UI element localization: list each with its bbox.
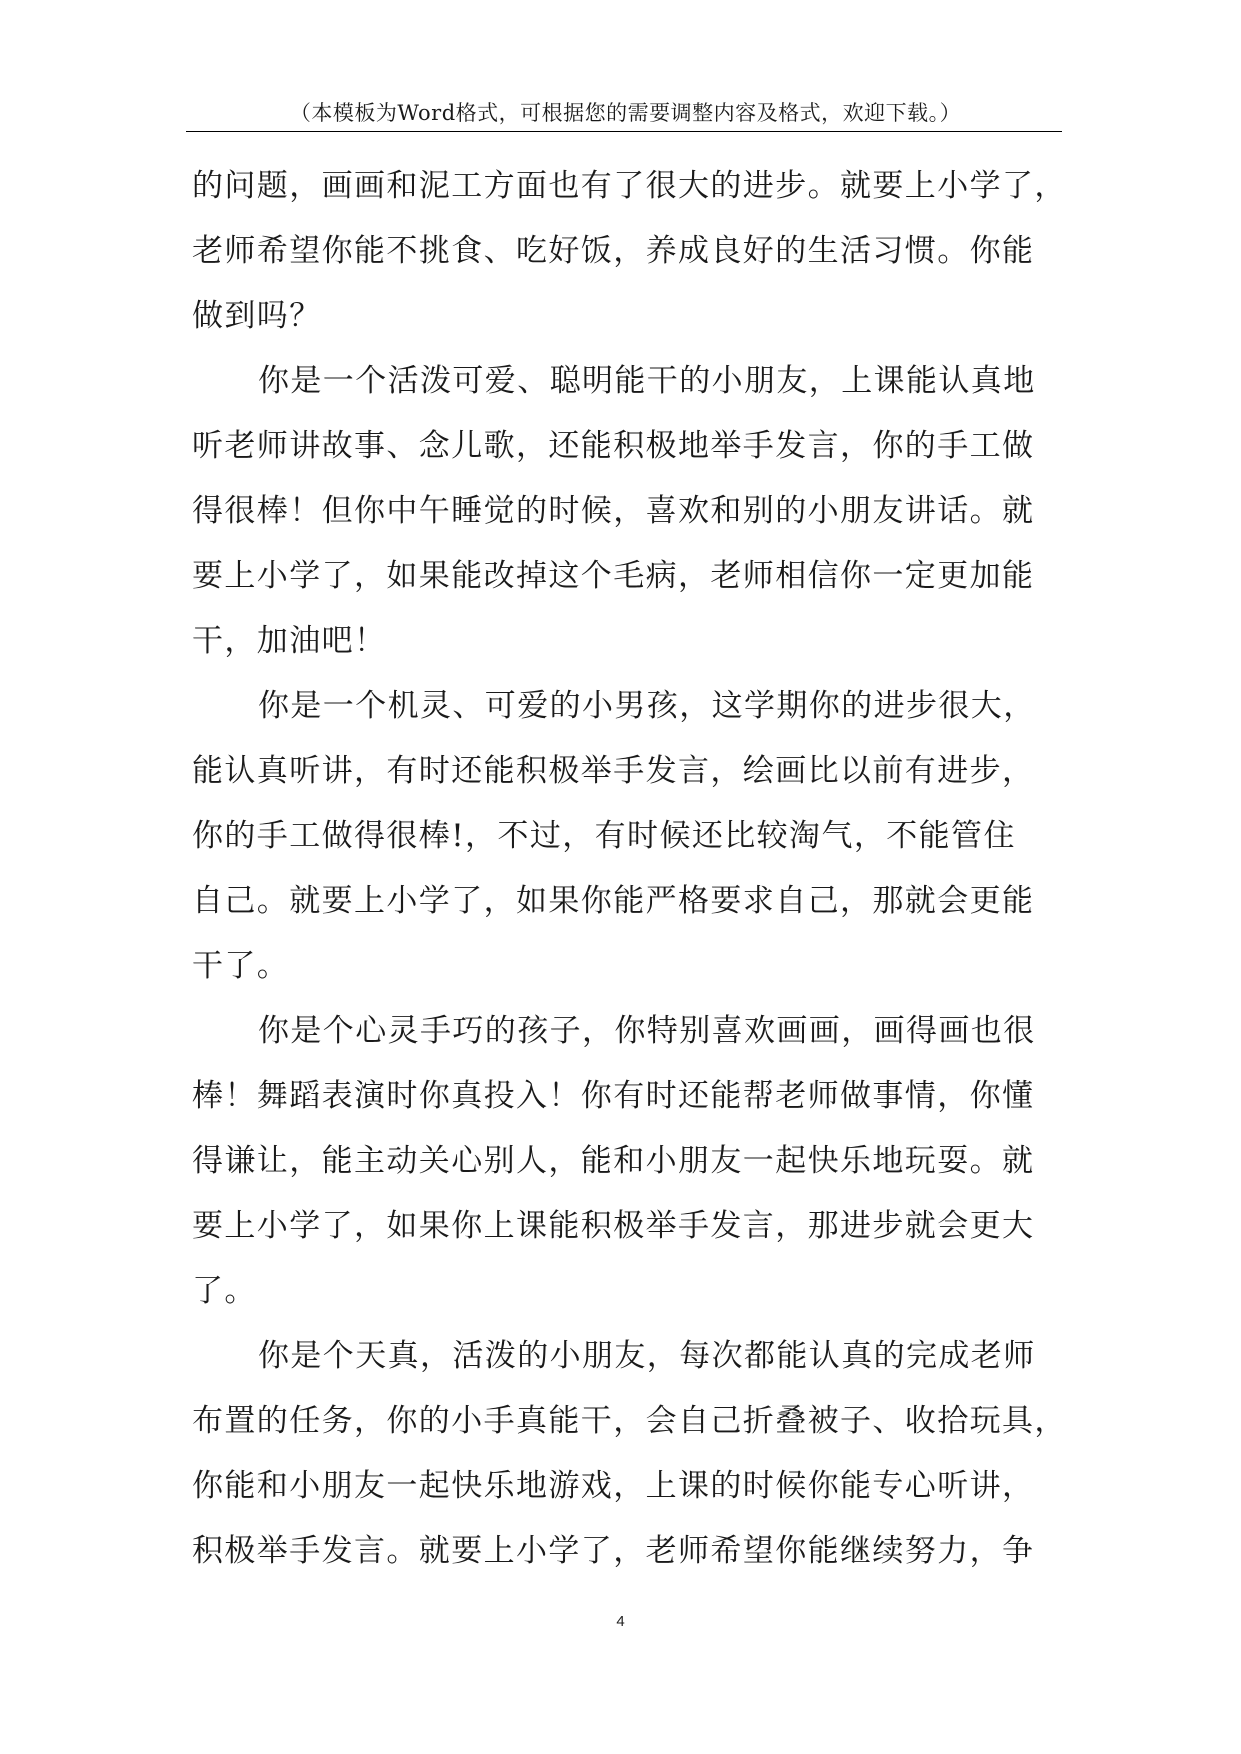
text-line: 自己。就要上小学了，如果你能严格要求自己，那就会更能 [192,883,1035,919]
text-line: 做到吗？ [192,298,322,334]
paragraph-first-line: 你是一个机灵、可爱的小男孩，这学期你的进步很大， [258,688,1036,724]
text-line: 能认真听讲，有时还能积极举手发言，绘画比以前有进步， [192,753,1035,789]
text-line: 你的手工做得很棒!，不过，有时候还比较淘气，不能管住 [192,818,1016,854]
text-line: 你能和小朋友一起快乐地游戏，上课的时候你能专心听讲， [192,1468,1035,1504]
text-line: 要上小学了，如果能改掉这个毛病，老师相信你一定更加能 [192,558,1035,594]
text-line: 干了。 [192,948,290,984]
text-line: 老师希望你能不挑食、吃好饭，养成良好的生活习惯。你能 [192,233,1035,269]
paragraph-first-line: 你是一个活泼可爱、聪明能干的小朋友，上课能认真地 [258,363,1036,399]
page-header: （本模板为Word格式，可根据您的需要调整内容及格式，欢迎下载。） [289,101,962,125]
text-line: 了。 [192,1273,257,1309]
paragraph-first-line: 你是个心灵手巧的孩子，你特别喜欢画画，画得画也很 [258,1013,1036,1049]
text-line: 的问题，画画和泥工方面也有了很大的进步。就要上小学了， [192,168,1067,204]
text-line: 得谦让，能主动关心别人，能和小朋友一起快乐地玩耍。就 [192,1143,1035,1179]
page-number: 4 [616,1613,625,1630]
text-line: 干，加油吧！ [192,623,387,659]
text-line: 得很棒！但你中午睡觉的时候，喜欢和别的小朋友讲话。就 [192,493,1035,529]
text-line: 布置的任务，你的小手真能干，会自己折叠被子、收拾玩具， [192,1403,1067,1439]
paragraph-first-line: 你是个天真，活泼的小朋友，每次都能认真的完成老师 [258,1338,1036,1374]
header-divider [186,131,1062,132]
document-body [192,154,1068,1584]
text-line: 棒！舞蹈表演时你真投入！你有时还能帮老师做事情，你懂 [192,1078,1035,1114]
text-line: 积极举手发言。就要上小学了，老师希望你能继续努力，争 [192,1533,1035,1569]
text-line: 要上小学了，如果你上课能积极举手发言，那进步就会更大 [192,1208,1035,1244]
text-line: 听老师讲故事、念儿歌，还能积极地举手发言，你的手工做 [192,428,1035,464]
